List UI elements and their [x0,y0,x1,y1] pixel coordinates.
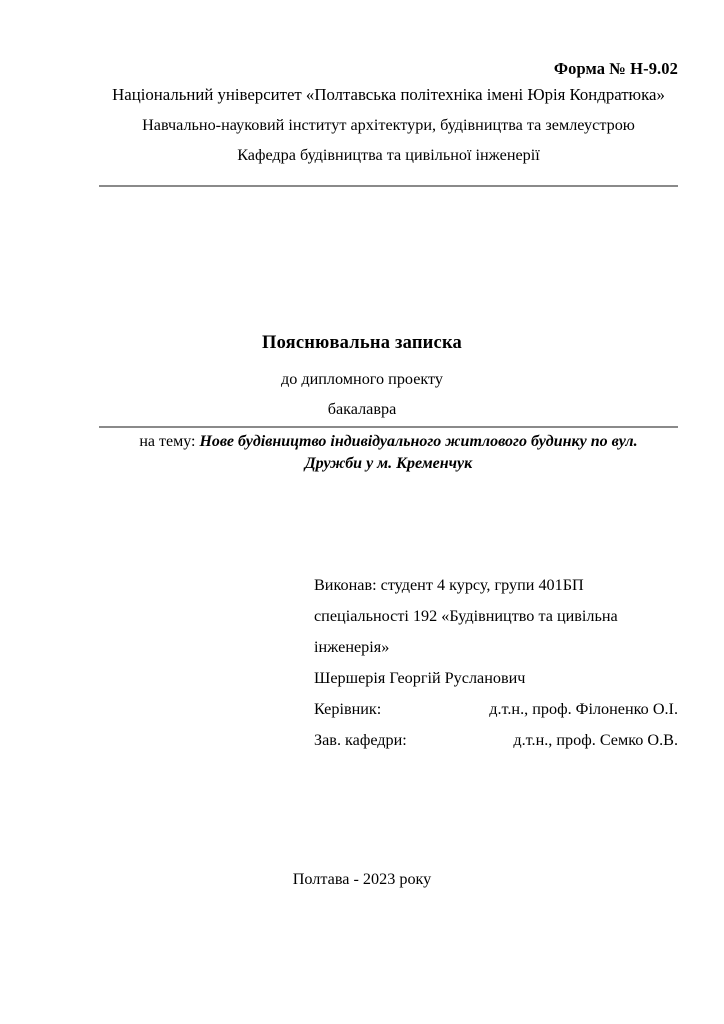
supervisor-name: д.т.н., проф. Філоненко О.І. [489,700,678,718]
theme-label: на тему: [139,433,196,450]
department-name: Кафедра будівництва та цивільної інженерії [237,146,540,164]
theme-text-line-2: Дружби у м. Кременчук [304,455,473,472]
student-name: Шершерія Георгій Русланович [314,669,526,687]
theme-block [99,431,678,475]
document-title: Пояснювальна записка [261,333,462,353]
document-subtitle-degree: бакалавра [327,400,397,418]
supervisor-row [314,694,678,725]
document-header [99,58,678,170]
authorship-block [314,570,678,756]
theme-text-line-1: Нове будівництво індивідуального житлового будинку по вул. [199,433,638,450]
university-name: Національний університет «Полтавська політехніка імені Юрія Кондратюка» [112,85,665,104]
theme-first-line [99,431,678,453]
head-of-department-role-label: Зав. кафедри: [314,731,407,749]
form-code: Форма № Н-9.02 [553,59,678,78]
theme-divider [99,426,678,428]
supervisor-role-label: Керівник: [314,700,382,718]
performed-by-line: Виконав: студент 4 курсу, групи 401БП [314,576,584,594]
head-of-department-name: д.т.н., проф. Семко О.В. [513,731,678,749]
specialty-line-2: інженерія» [314,638,390,656]
document-subtitle-project: до дипломного проекту [280,370,444,388]
specialty-line-1: спеціальності 192 «Будівництво та цивільна [314,607,618,625]
header-divider [99,185,678,187]
city-and-year: Полтава - 2023 року [292,870,432,888]
institute-name: Навчально-науковий інститут архітектури, будівництва та землеустрою [142,116,635,134]
head-of-department-row [314,725,678,756]
